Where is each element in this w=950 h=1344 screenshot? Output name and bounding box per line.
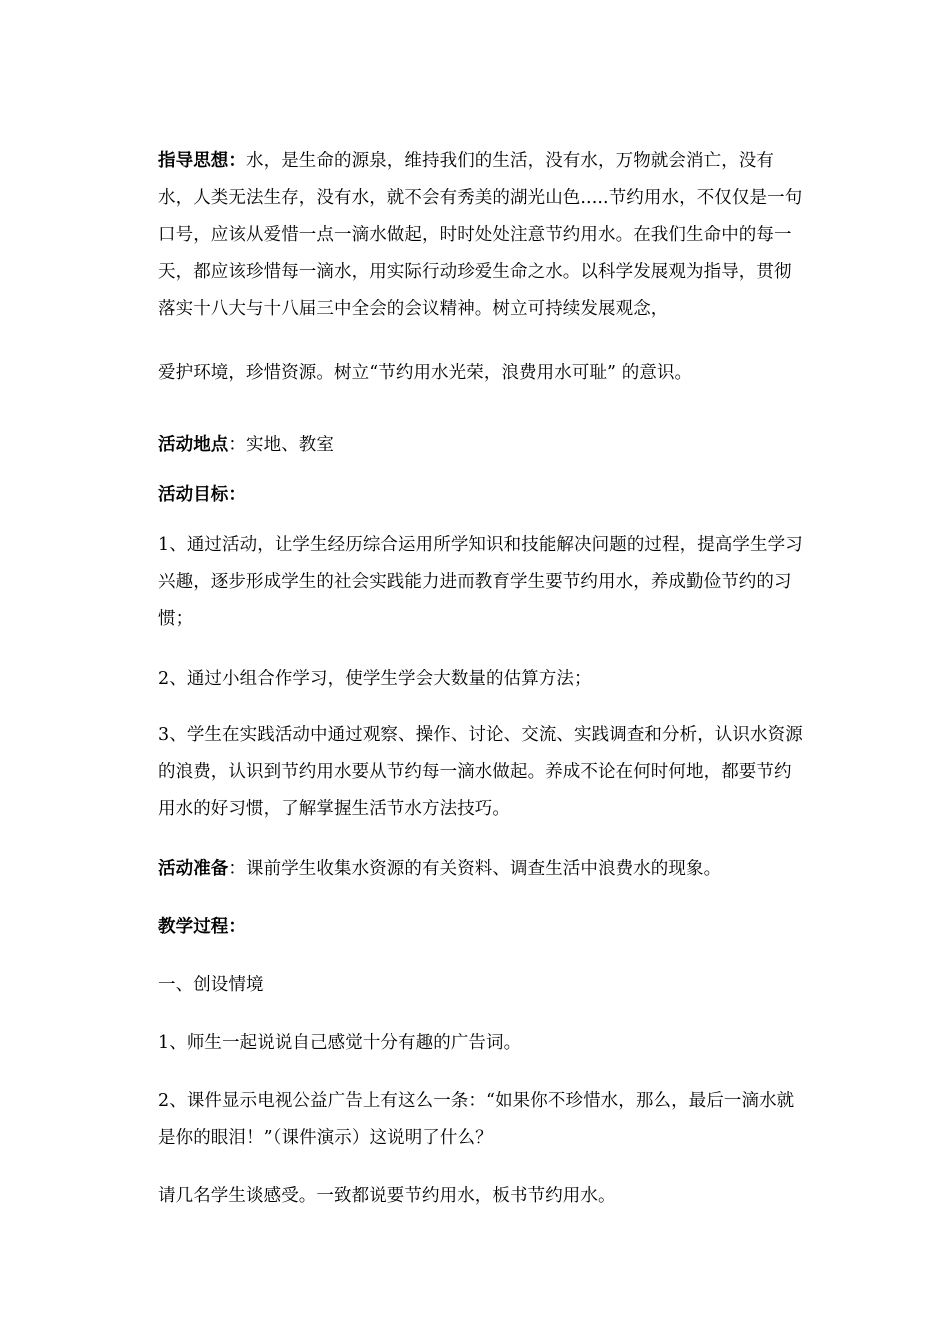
guiding-label: 指导思想： [158,151,246,171]
guiding-paragraph-continued [158,355,808,392]
location-text: ：实地、教室 [228,435,335,455]
prep-text: ：课前学生收集水资源的有关资料、调查生活中浪费水的现象。 [228,859,722,879]
location-paragraph [158,427,808,464]
location-label: 活动地点 [158,435,229,455]
guiding-paragraph [158,143,808,328]
section-1-heading: 一、创设情境 [158,975,264,995]
process-heading [158,909,808,946]
goals-label: 活动目标： [158,485,246,505]
goal-item-1: 1、通过活动，让学生经历综合运用所学知识和技能解决问题的过程，提高学生学习兴趣，逐步形成学生的社会实践能力进而教育学生要节约用水，养成勤俭节约的习惯； [158,535,803,629]
prep-paragraph [158,851,808,888]
goal-item-3: 3、学生在实践活动中通过观察、操作、讨论、交流、实践调查和分析，认识水资源的浪费，认识到节约用水要从节约每一滴水做起。养成不论在何时何地，都要节约用水的好习惯，了解掌握生活节水方法技巧。 [158,725,803,819]
guiding-text-2: 爱护环境，珍惜资源。树立“节约用水光荣，浪费用水可耻” 的意识。 [158,363,693,383]
goals-heading [158,477,808,514]
prep-label: 活动准备 [158,859,229,879]
process-step-1: 1、师生一起说说自己感觉十分有趣的广告词。 [158,1033,522,1053]
process-step-3: 请几名学生谈感受。一致都说要节约用水，板书节约用水。 [158,1186,616,1206]
process-step-2: 2、课件显示电视公益广告上有这么一条：“如果你不珍惜水，那么，最后一滴水就是你的眼泪！”（课件演示）这说明了什么？ [158,1091,795,1148]
process-label: 教学过程： [158,917,246,937]
guiding-text: 水，是生命的源泉，维持我们的生活，没有水，万物就会消亡，没有水，人类无法生存，没有水，就不会有秀美的湖光山色.....节约用水，不仅仅是一句口号，应该从爱惜一点一滴水做起，时时处处注意节约用水。在我们生命中的每一天，都应该珍惜每一滴水，用实际行动珍爱生命之水。以科学发展观为指导，贯彻落实十八大与十八届三中全会的会议精神。树立可持续发展观念， [158,151,803,319]
goal-item-2: 2、通过小组合作学习，使学生学会大数量的估算方法； [158,669,592,689]
